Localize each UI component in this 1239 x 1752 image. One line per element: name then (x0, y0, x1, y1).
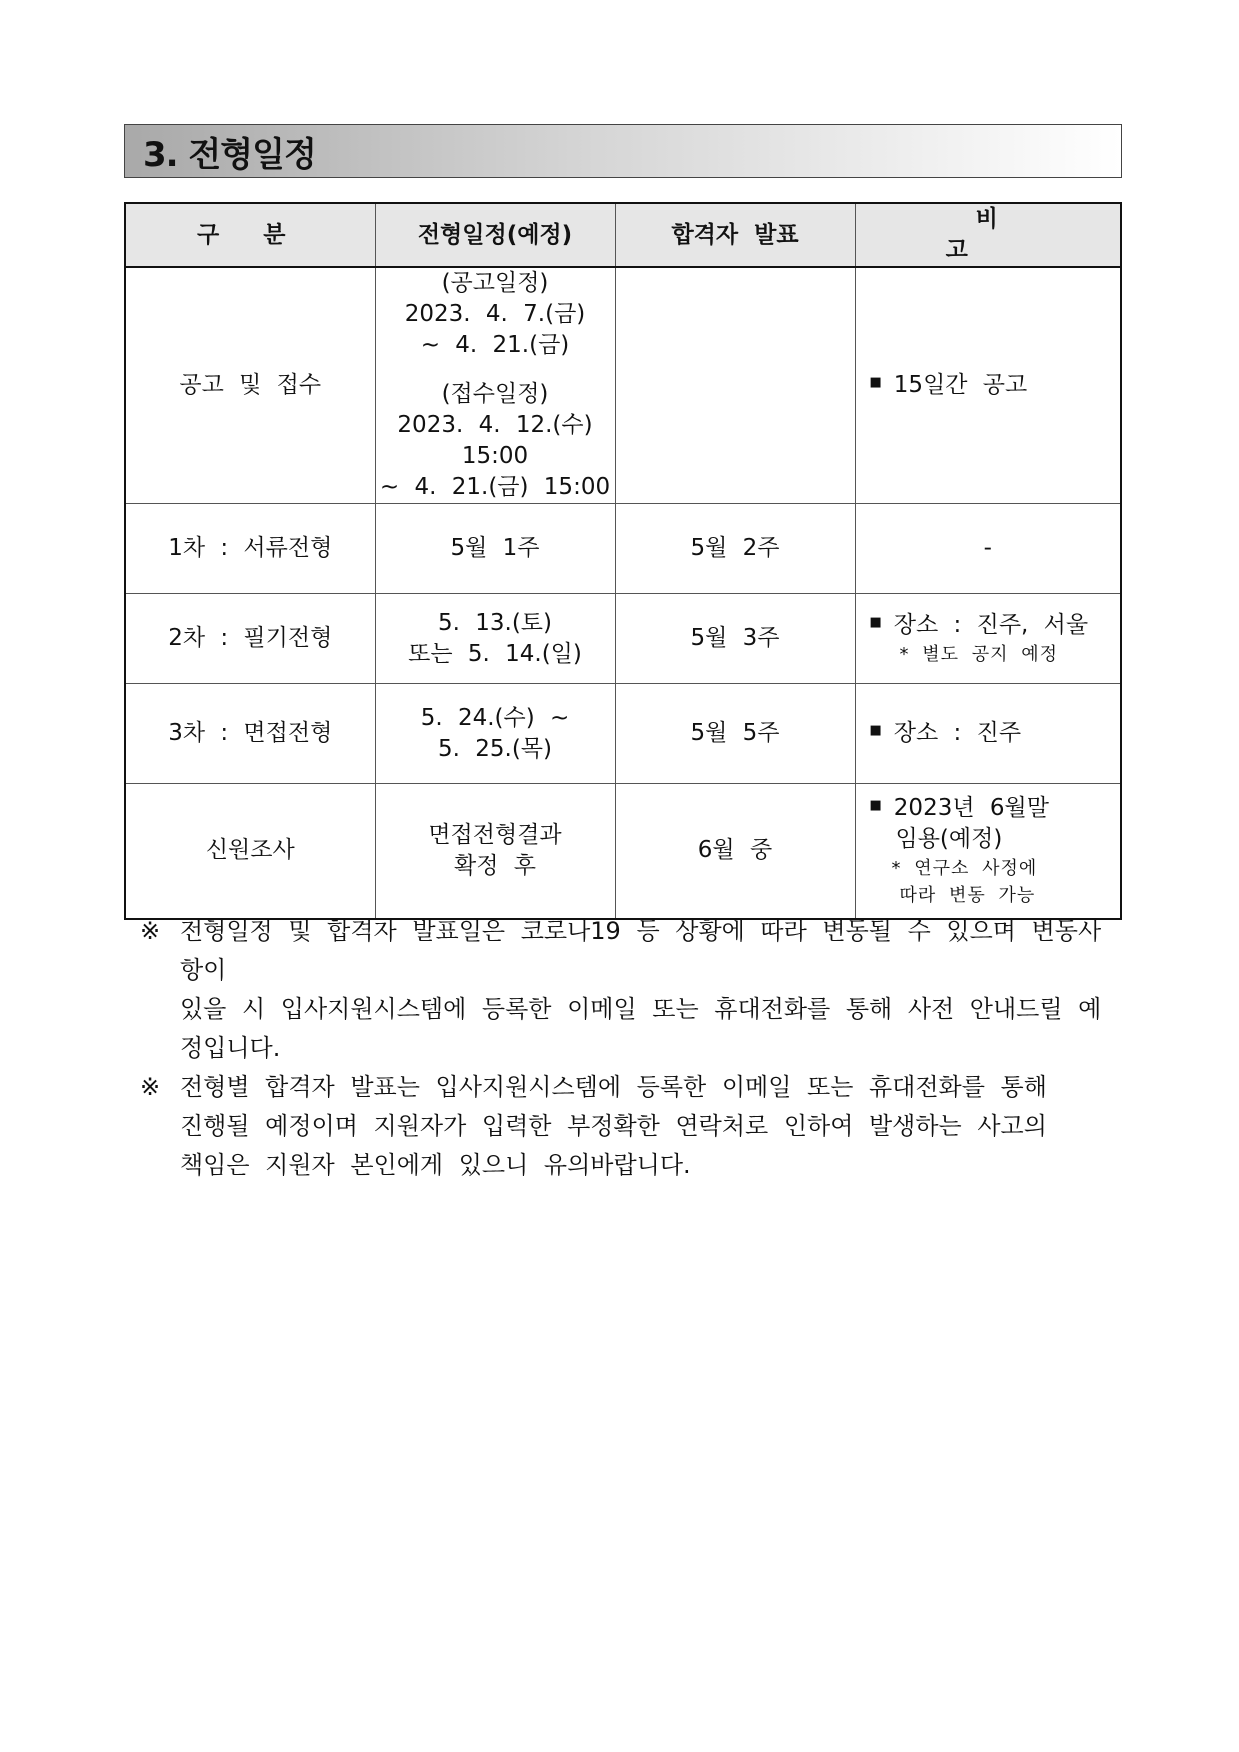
header-result: 합격자 발표 (615, 203, 855, 267)
remark-cell (855, 594, 1121, 684)
schedule-line: 5. 25.(목) (438, 735, 552, 762)
remark-cell (855, 684, 1121, 784)
schedule-line: 또는 5. 14.(일) (408, 640, 582, 667)
remark-text: 임용(예정) (895, 825, 1003, 852)
result-cell: 5월 5주 (615, 684, 855, 784)
schedule-cell (375, 267, 615, 504)
remark-text: 2023년 6월말 (893, 794, 1049, 821)
stage-cell: 2차 : 필기전형 (125, 594, 375, 684)
table-row (125, 684, 1121, 784)
announce-date: 2023. 4. 7.(금) (404, 301, 586, 327)
table-header-row (125, 203, 1121, 267)
schedule-table (124, 202, 1122, 920)
stage-cell: 3차 : 면접전형 (125, 684, 375, 784)
result-cell: 6월 중 (615, 784, 855, 919)
square-bullet-icon: ■ (869, 723, 882, 738)
remark-cell: - (855, 504, 1121, 594)
table-row (125, 267, 1121, 504)
remark-note: * 별도 공지 예정 (899, 643, 1058, 665)
stage-cell: 공고 및 접수 (125, 267, 375, 504)
result-cell: 5월 3주 (615, 594, 855, 684)
note-text: 전형별 합격자 발표는 입사지원시스템에 등록한 이메일 또는 휴대전화를 통해 (180, 1073, 1047, 1101)
schedule-line: 확정 후 (454, 852, 536, 879)
note-item (140, 912, 1120, 1068)
notes (140, 912, 1120, 1185)
result-cell: 5월 2주 (615, 504, 855, 594)
reference-mark-icon: ※ (140, 917, 161, 945)
table-row (125, 784, 1121, 919)
schedule-cell (375, 784, 615, 919)
remark-cell (855, 267, 1121, 504)
remark-text: 장소 : 진주 (893, 720, 1022, 746)
reference-mark-icon: ※ (140, 1073, 161, 1101)
receipt-date: 2023. 4. 12.(수) 15:00 (397, 412, 593, 469)
note-text: 진행될 예정이며 지원자가 입력한 부정확한 연락처로 인하여 발생하는 사고의 (180, 1112, 1047, 1140)
schedule-line: 면접전형결과 (428, 821, 562, 848)
header-schedule: 전형일정(예정) (375, 203, 615, 267)
header-remark: 비 고 (855, 203, 1121, 267)
announce-label: (공고일정) (441, 270, 549, 296)
schedule-cell (375, 684, 615, 784)
remark-note: 따라 변동 가능 (899, 884, 1036, 906)
announce-date-end: ~ 4. 21.(금) (420, 332, 570, 358)
remark-note: * 연구소 사정에 (891, 857, 1038, 879)
receipt-date-end: ~ 4. 21.(금) 15:00 (379, 474, 611, 500)
receipt-label: (접수일정) (441, 381, 549, 407)
square-bullet-icon: ■ (869, 375, 882, 390)
result-cell (615, 267, 855, 504)
remark-cell (855, 784, 1121, 919)
square-bullet-icon: ■ (869, 797, 882, 813)
schedule-cell (375, 594, 615, 684)
note-text: 책임은 지원자 본인에게 있으니 유의바랍니다. (180, 1151, 691, 1179)
section-title-box (124, 124, 1122, 178)
square-bullet-icon: ■ (869, 614, 882, 630)
remark-text: 장소 : 진주, 서울 (893, 611, 1089, 638)
schedule-cell: 5월 1주 (375, 504, 615, 594)
stage-cell: 신원조사 (125, 784, 375, 919)
remark-text: 15일간 공고 (893, 372, 1028, 398)
note-text: 있을 시 입사지원시스템에 등록한 이메일 또는 휴대전화를 통해 사전 안내드릴 예정입니다. (180, 995, 1102, 1062)
section-title: 3. 전형일정 (143, 134, 316, 175)
note-item (140, 1068, 1120, 1185)
schedule-line: 5. 24.(수) ~ (420, 704, 570, 731)
stage-cell: 1차 : 서류전형 (125, 504, 375, 594)
header-category: 구 분 (125, 203, 375, 267)
schedule-line: 5. 13.(토) (438, 609, 552, 636)
table-row (125, 594, 1121, 684)
note-text: 전형일정 및 합격자 발표일은 코로나19 등 상황에 따라 변동될 수 있으며 변동사항이 (180, 917, 1102, 984)
table-row (125, 504, 1121, 594)
